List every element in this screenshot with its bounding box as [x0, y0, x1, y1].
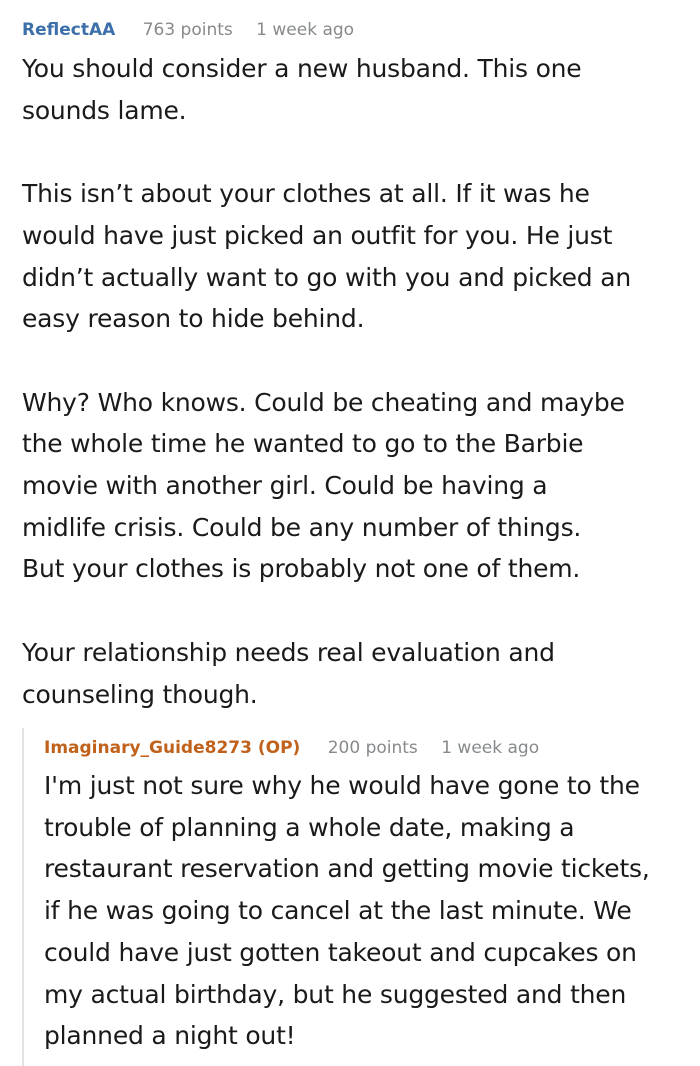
reply-comment: [22, 728, 700, 1066]
comment-line: would have just picked an outfit for you. He just: [22, 220, 613, 250]
comment-line: sounds lame.: [22, 95, 187, 125]
comment-line: You should consider a new husband. This one: [22, 54, 582, 83]
comment-paragraph: [22, 173, 692, 340]
comment-line: didn’t actually want to go with you and picked an: [22, 262, 631, 292]
comment-body: [22, 48, 692, 715]
comment-meta: [22, 19, 372, 41]
comment-points: 763 points: [142, 20, 233, 40]
reply-body: [44, 765, 700, 1057]
reply-line: could have just gotten takeout and cupcakes on: [44, 937, 637, 967]
reply-points: 200 points: [327, 738, 418, 758]
comment-line: But your clothes is probably not one of them.: [22, 554, 581, 584]
reply-line: planned a night out!: [44, 1021, 296, 1051]
reply-line: my actual birthday, but he suggested and then: [44, 979, 627, 1009]
comment-line: movie with another girl. Could be having a: [22, 471, 548, 500]
reply-author[interactable]: Imaginary_Guide8273 (OP): [44, 738, 301, 758]
comment-timestamp[interactable]: 1 week ago: [256, 20, 355, 40]
reply-timestamp[interactable]: 1 week ago: [441, 738, 540, 758]
reply-line: trouble of planning a whole date, making a: [44, 812, 575, 842]
comment-paragraph: [22, 48, 692, 131]
comment-line: easy reason to hide behind.: [22, 304, 365, 334]
comment-line: counseling though.: [22, 679, 258, 709]
reply-line: restaurant reservation and getting movie tickets,: [44, 854, 650, 884]
reply-meta: [44, 737, 557, 759]
comment-paragraph: [22, 632, 692, 715]
comment-line: Your relationship needs real evaluation and: [22, 637, 555, 667]
comment-line: midlife crisis. Could be any number of things.: [22, 512, 582, 542]
comment-author[interactable]: ReflectAA: [22, 20, 116, 40]
comment-line: This isn’t about your clothes at all. If it was he: [22, 179, 590, 209]
reply-line: I'm just not sure why he would have gone to the: [44, 771, 640, 800]
comment-line: Why? Who knows. Could be cheating and maybe: [22, 387, 625, 417]
comment-line: the whole time he wanted to go to the Barbie: [22, 429, 584, 459]
comment-paragraph: [22, 382, 692, 591]
reply-line: if he was going to cancel at the last minute. We: [44, 896, 632, 926]
